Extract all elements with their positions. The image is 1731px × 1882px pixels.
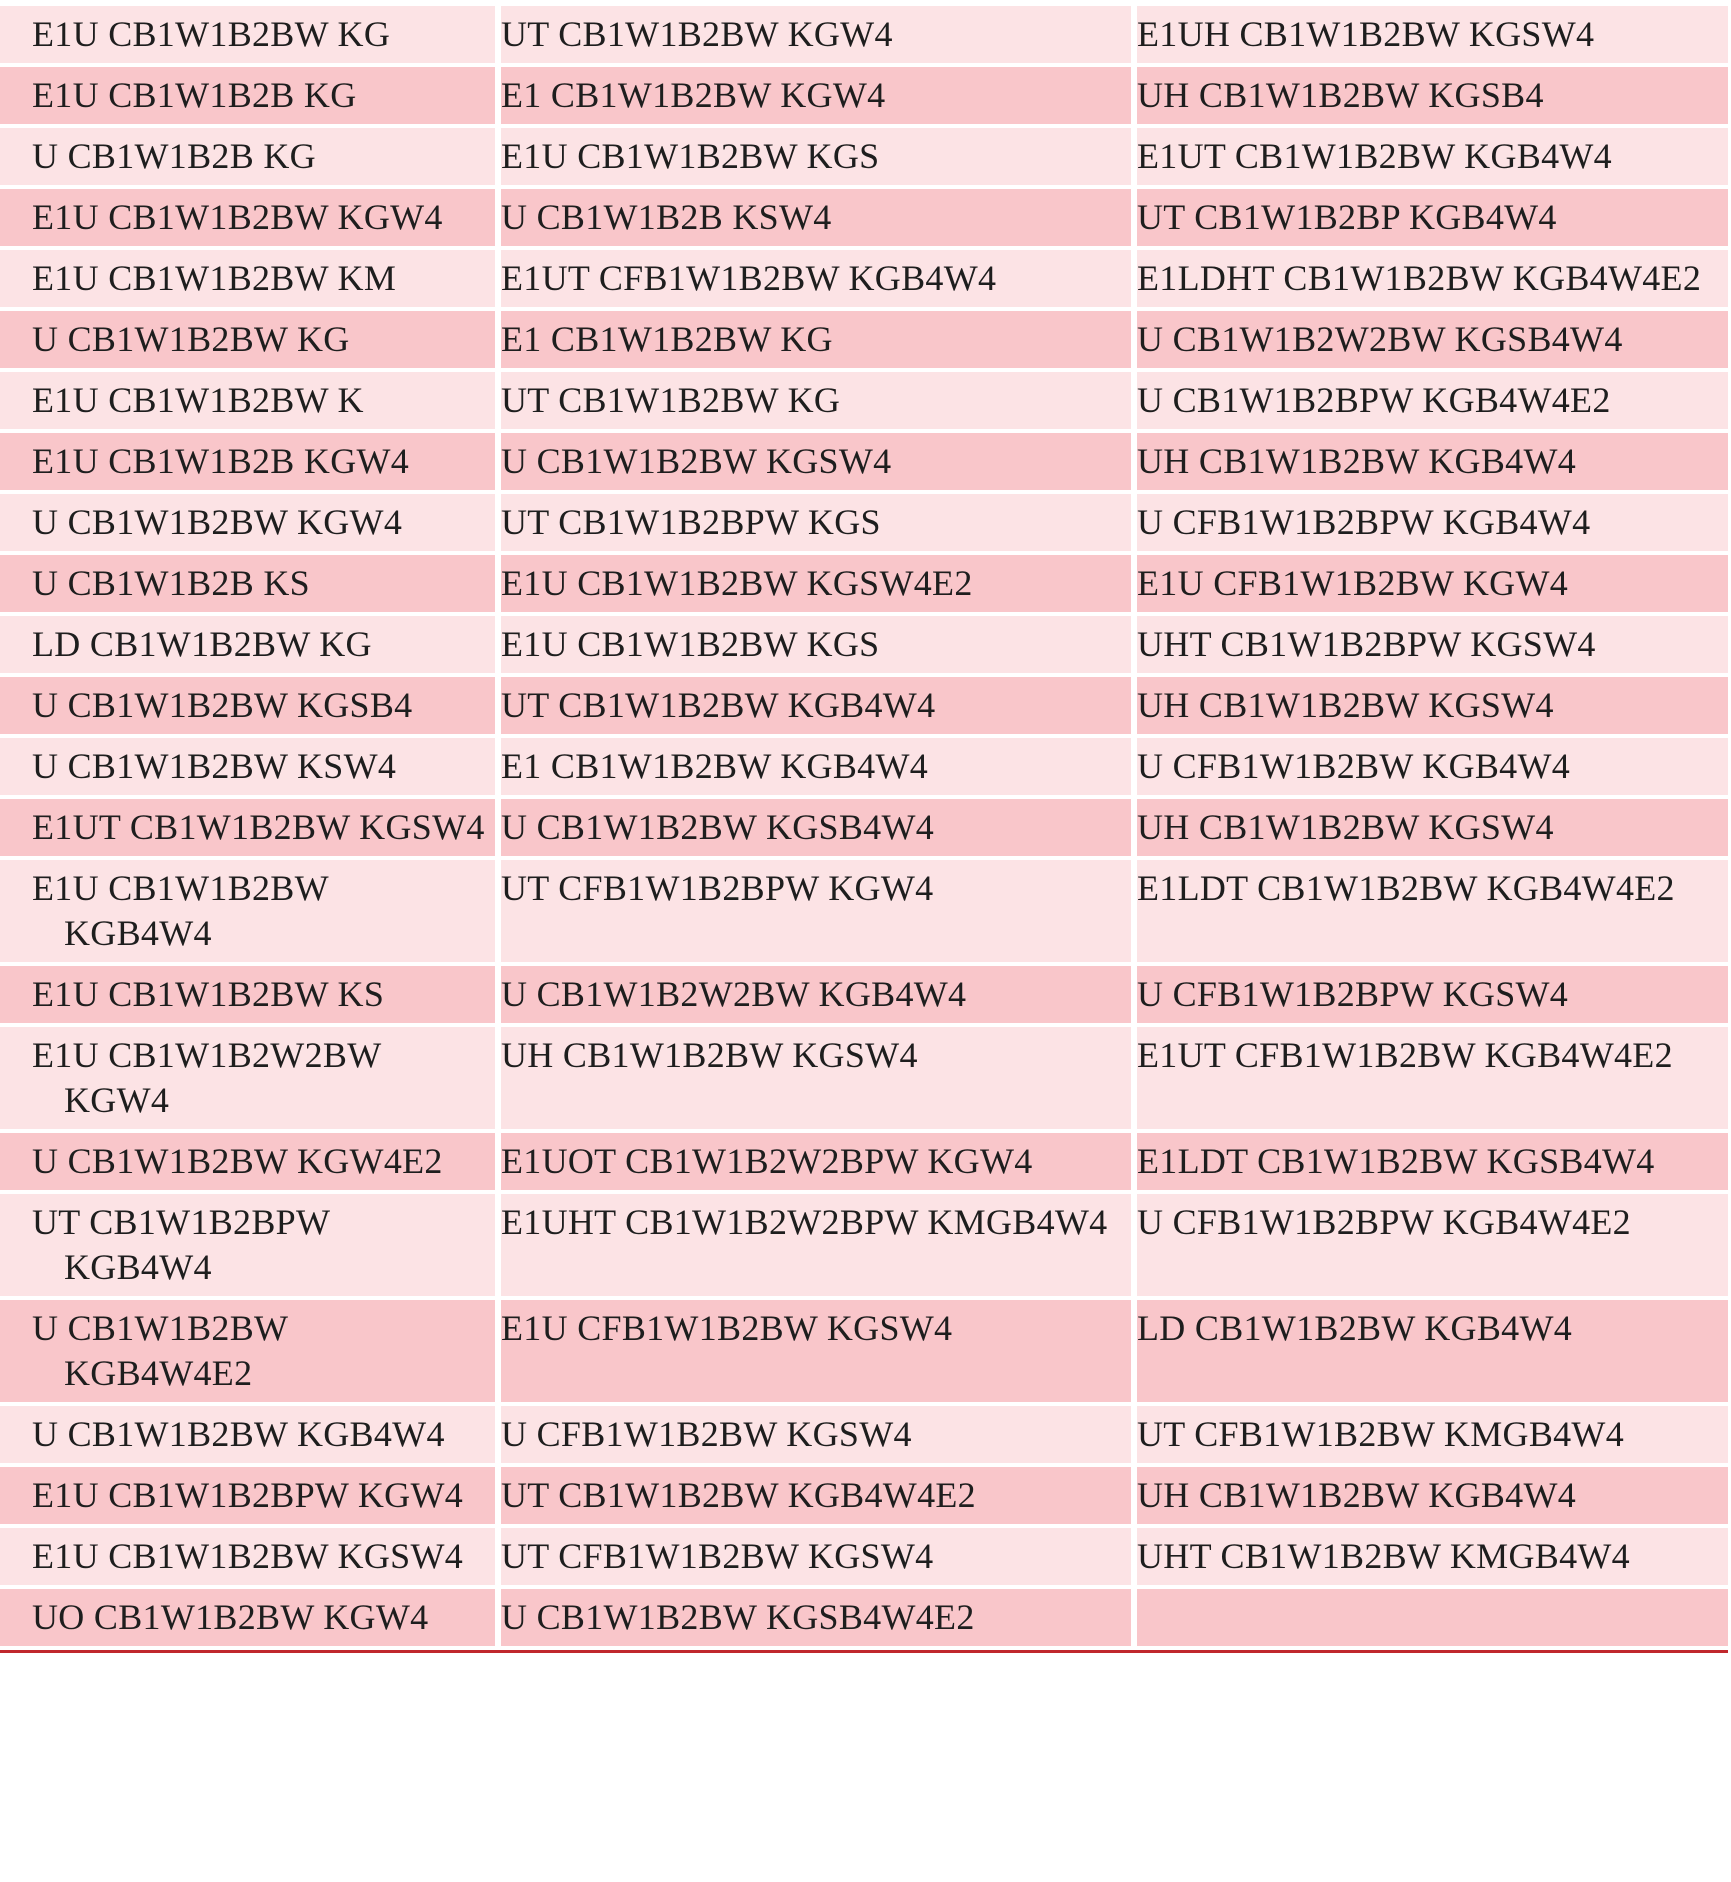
cell-text: U CFB1W1B2BW KGSW4 [501, 1414, 912, 1454]
table-cell [495, 1194, 1131, 1296]
cell-text: E1UHT CB1W1B2W2BPW KMGB4W4 [501, 1202, 1108, 1242]
cell-text: U CB1W1B2BW KGB4W4E2 [32, 1308, 288, 1393]
cell-text: UH CB1W1B2BW KGB4W4 [1137, 1475, 1577, 1515]
table-cell [495, 1589, 1131, 1646]
cell-text: UT CFB1W1B2BW KMGB4W4 [1137, 1414, 1625, 1454]
table-row [0, 555, 1728, 612]
table-cell [495, 6, 1131, 63]
table-row [0, 1300, 1728, 1402]
cell-text: E1U CB1W1B2BW KGW4 [32, 197, 443, 237]
table-cell [0, 311, 495, 368]
cell-text: U CB1W1B2BW KGW4 [32, 502, 403, 542]
table-cell [1131, 311, 1728, 368]
cell-text: E1LDHT CB1W1B2BW KGB4W4E2 [1137, 258, 1702, 298]
table-cell [495, 1133, 1131, 1190]
table-cell [495, 738, 1131, 795]
table-cell [0, 555, 495, 612]
table-cell [495, 799, 1131, 856]
table-cell [1131, 67, 1728, 124]
table-row [0, 1589, 1728, 1646]
cell-text: E1U CB1W1B2BPW KGW4 [32, 1475, 464, 1515]
table-cell [1131, 433, 1728, 490]
table-cell [0, 1194, 495, 1296]
cell-text: E1U CFB1W1B2BW KGW4 [1137, 563, 1569, 603]
cell-text: UT CB1W1B2BW KGB4W4 [501, 685, 936, 725]
cell-text: UT CFB1W1B2BW KGSW4 [501, 1536, 934, 1576]
table-cell [1131, 799, 1728, 856]
cell-text: LD CB1W1B2BW KGB4W4 [1137, 1308, 1573, 1348]
cell-text: E1LDT CB1W1B2BW KGB4W4E2 [1137, 868, 1675, 908]
cell-text: UT CB1W1B2BW KGW4 [501, 14, 893, 54]
table-cell [495, 311, 1131, 368]
table-cell [0, 616, 495, 673]
cell-text: U CB1W1B2B KG [32, 136, 316, 176]
table-cell [1131, 1194, 1728, 1296]
table-cell [0, 677, 495, 734]
table-row [0, 189, 1728, 246]
table-row [0, 860, 1728, 962]
cell-text: U CB1W1B2W2BW KGSB4W4 [1137, 319, 1623, 359]
table-row [0, 433, 1728, 490]
table-cell [1131, 250, 1728, 307]
cell-text: UT CB1W1B2BP KGB4W4 [1137, 197, 1557, 237]
cell-text: UH CB1W1B2BW KGB4W4 [1137, 441, 1577, 481]
cell-text: UH CB1W1B2BW KGSB4 [1137, 75, 1544, 115]
cell-text: UHT CB1W1B2BPW KGSW4 [1137, 624, 1596, 664]
table-cell [0, 250, 495, 307]
cell-text: E1U CB1W1B2B KG [32, 75, 357, 115]
table-cell [0, 1300, 495, 1402]
table-row [0, 250, 1728, 307]
cell-text: LD CB1W1B2BW KG [32, 624, 372, 664]
table-cell [1131, 966, 1728, 1023]
table-cell [0, 433, 495, 490]
table-row [0, 6, 1728, 63]
cell-text: U CB1W1B2BW KGSW4 [501, 441, 892, 481]
table-cell [1131, 494, 1728, 551]
table-cell [1131, 372, 1728, 429]
table-cell [495, 67, 1131, 124]
cell-text: U CB1W1B2BW KG [32, 319, 350, 359]
table-cell [0, 1406, 495, 1463]
table-cell [1131, 1027, 1728, 1129]
table-cell [495, 494, 1131, 551]
cell-text: U CFB1W1B2BPW KGSW4 [1137, 974, 1569, 1014]
cell-text: E1U CB1W1B2BW KG [32, 14, 391, 54]
cell-text: UH CB1W1B2BW KGSW4 [501, 1035, 918, 1075]
cell-text: U CFB1W1B2BPW KGB4W4E2 [1137, 1202, 1631, 1242]
cell-text: U CB1W1B2BW KGB4W4 [32, 1414, 445, 1454]
table-cell [1131, 189, 1728, 246]
cell-text: U CB1W1B2BPW KGB4W4E2 [1137, 380, 1611, 420]
table-row [0, 128, 1728, 185]
table-row [0, 1528, 1728, 1585]
cell-text: E1U CB1W1B2BW KGSW4E2 [501, 563, 973, 603]
table-cell [495, 1300, 1131, 1402]
table-row [0, 1467, 1728, 1524]
table-cell [495, 189, 1131, 246]
table-cell [495, 1406, 1131, 1463]
cell-text: E1U CB1W1B2W2BW KGW4 [32, 1035, 381, 1120]
table-cell [0, 966, 495, 1023]
table-cell [495, 372, 1131, 429]
cell-text: U CFB1W1B2BPW KGB4W4 [1137, 502, 1591, 542]
table-cell [1131, 6, 1728, 63]
cell-text: U CB1W1B2BW KGSB4W4 [501, 807, 935, 847]
table-cell [1131, 1133, 1728, 1190]
table-cell [0, 860, 495, 962]
table-row [0, 494, 1728, 551]
table-cell [0, 1133, 495, 1190]
table-row [0, 1406, 1728, 1463]
cell-text: UT CB1W1B2BW KG [501, 380, 841, 420]
cell-text: E1U CB1W1B2BW K [32, 380, 364, 420]
cell-text: UT CB1W1B2BPW KGS [501, 502, 881, 542]
cell-text: E1U CB1W1B2BW KGS [501, 624, 880, 664]
cell-text: E1UT CB1W1B2BW KGSW4 [32, 807, 485, 847]
cell-text: U CB1W1B2B KSW4 [501, 197, 832, 237]
cell-text: E1UT CFB1W1B2BW KGB4W4E2 [1137, 1035, 1673, 1075]
cell-text: UT CB1W1B2BPW KGB4W4 [32, 1202, 330, 1287]
table-row [0, 738, 1728, 795]
code-table [0, 2, 1728, 1653]
cell-text: E1U CFB1W1B2BW KGSW4 [501, 1308, 953, 1348]
table-cell [1131, 1589, 1728, 1646]
table-row [0, 372, 1728, 429]
table-cell [1131, 616, 1728, 673]
cell-text: UT CFB1W1B2BPW KGW4 [501, 868, 934, 908]
cell-text: UH CB1W1B2BW KGSW4 [1137, 685, 1554, 725]
cell-text: E1U CB1W1B2BW KS [32, 974, 385, 1014]
table-cell [1131, 860, 1728, 962]
table-cell [495, 433, 1131, 490]
table-cell [1131, 1406, 1728, 1463]
cell-text: UO CB1W1B2BW KGW4 [32, 1597, 429, 1637]
cell-text: E1 CB1W1B2BW KGW4 [501, 75, 886, 115]
table-cell [0, 189, 495, 246]
table-row [0, 1027, 1728, 1129]
cell-text: E1U CB1W1B2BW KGB4W4 [32, 868, 329, 953]
table-row [0, 1194, 1728, 1296]
cell-text: E1U CB1W1B2BW KM [32, 258, 397, 298]
table-cell [1131, 1528, 1728, 1585]
table-cell [1131, 555, 1728, 612]
cell-text: E1LDT CB1W1B2BW KGSB4W4 [1137, 1141, 1655, 1181]
table-cell [495, 1027, 1131, 1129]
table-cell [1131, 128, 1728, 185]
table-cell [0, 494, 495, 551]
table-cell [495, 1528, 1131, 1585]
table-cell [495, 616, 1131, 673]
cell-text: E1U CB1W1B2B KGW4 [32, 441, 410, 481]
cell-text: E1U CB1W1B2BW KGSW4 [32, 1536, 464, 1576]
code-table-body [0, 6, 1728, 1646]
table-cell [495, 860, 1131, 962]
cell-text: U CB1W1B2BW KGSB4 [32, 685, 413, 725]
table-cell [1131, 1300, 1728, 1402]
table-cell [495, 677, 1131, 734]
table-row [0, 799, 1728, 856]
table-row [0, 1133, 1728, 1190]
cell-text: U CB1W1B2B KS [32, 563, 310, 603]
cell-text: U CB1W1B2W2BW KGB4W4 [501, 974, 967, 1014]
table-row [0, 67, 1728, 124]
cell-text: E1UH CB1W1B2BW KGSW4 [1137, 14, 1595, 54]
table-cell [0, 372, 495, 429]
table-row [0, 616, 1728, 673]
table-cell [0, 1027, 495, 1129]
table-row [0, 311, 1728, 368]
table-row [0, 966, 1728, 1023]
table-cell [0, 1589, 495, 1646]
table-cell [0, 128, 495, 185]
cell-text: E1U CB1W1B2BW KGS [501, 136, 880, 176]
cell-text: E1UT CB1W1B2BW KGB4W4 [1137, 136, 1612, 176]
table-cell [1131, 1467, 1728, 1524]
cell-text: E1UT CFB1W1B2BW KGB4W4 [501, 258, 997, 298]
cell-text: U CB1W1B2BW KGW4E2 [32, 1141, 443, 1181]
cell-text: E1UOT CB1W1B2W2BPW KGW4 [501, 1141, 1033, 1181]
table-cell [495, 966, 1131, 1023]
table-cell [495, 128, 1131, 185]
table-cell [0, 67, 495, 124]
cell-text: E1 CB1W1B2BW KG [501, 319, 833, 359]
table-cell [0, 1467, 495, 1524]
table-cell [0, 1528, 495, 1585]
table-cell [495, 1467, 1131, 1524]
table-cell [1131, 677, 1728, 734]
cell-text: UH CB1W1B2BW KGSW4 [1137, 807, 1554, 847]
cell-text: UHT CB1W1B2BW KMGB4W4 [1137, 1536, 1630, 1576]
table-row [0, 677, 1728, 734]
cell-text: U CB1W1B2BW KGSB4W4E2 [501, 1597, 975, 1637]
table-cell [0, 6, 495, 63]
cell-text: E1 CB1W1B2BW KGB4W4 [501, 746, 929, 786]
table-cell [495, 555, 1131, 612]
cell-text: U CB1W1B2BW KSW4 [32, 746, 397, 786]
table-cell [1131, 738, 1728, 795]
cell-text: UT CB1W1B2BW KGB4W4E2 [501, 1475, 976, 1515]
table-cell [0, 738, 495, 795]
cell-text: U CFB1W1B2BW KGB4W4 [1137, 746, 1571, 786]
table-cell [0, 799, 495, 856]
table-cell [495, 250, 1131, 307]
